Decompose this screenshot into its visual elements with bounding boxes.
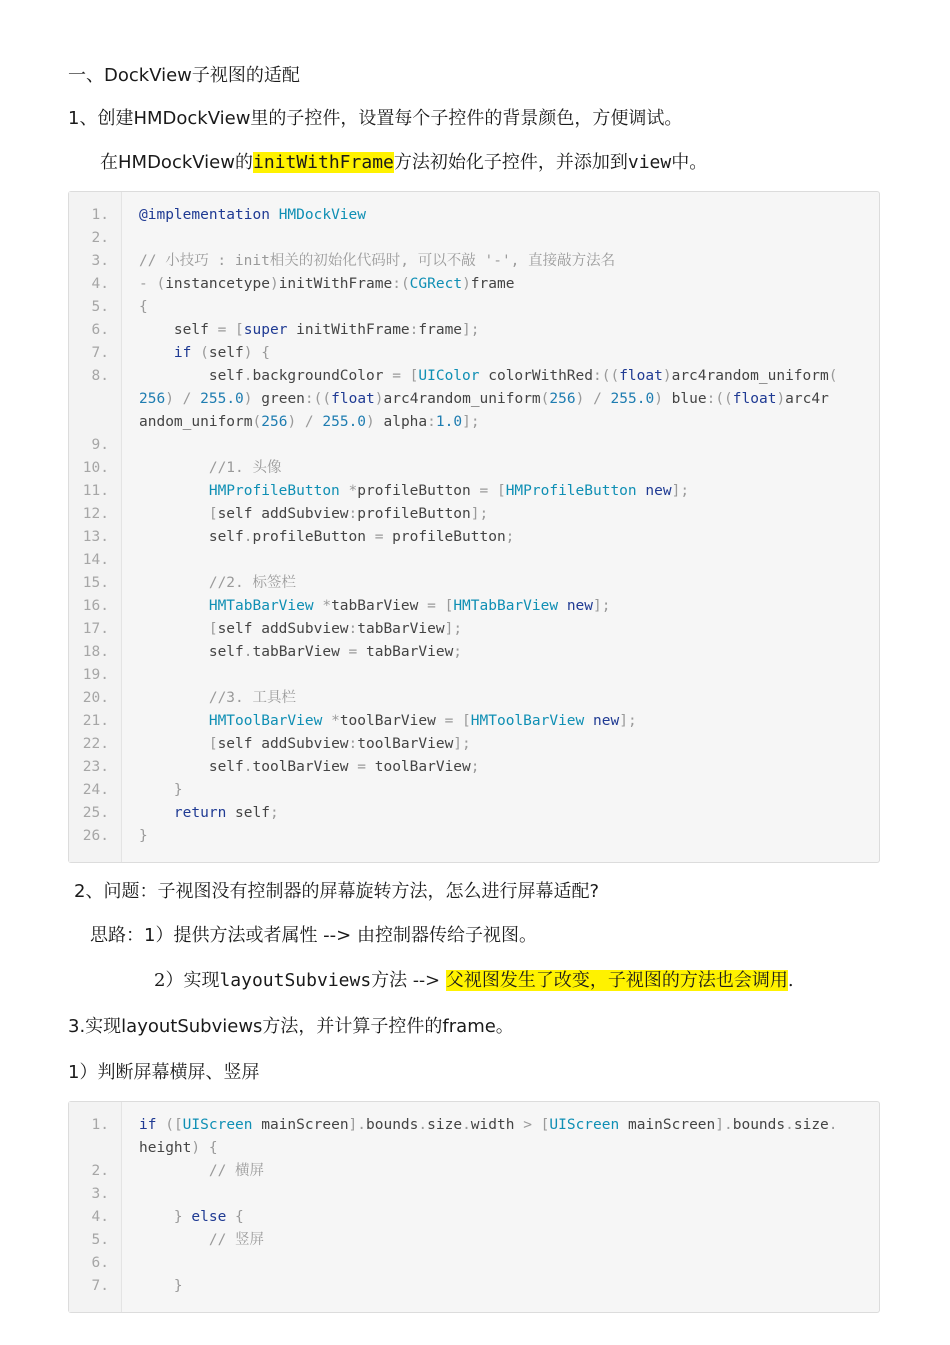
step1-title: 1、创建HMDockView里的子控件，设置每个子控件的背景颜色，方便调试。 [68, 108, 683, 129]
code-text: return self; [173, 805, 279, 821]
code-line [69, 411, 879, 434]
line-number: 16. [82, 598, 109, 614]
step1-description [100, 150, 707, 176]
code-text: //1. 头像 [208, 460, 282, 476]
code-text: self.toolBarView = toolBarView; [139, 759, 480, 775]
code-line [69, 1183, 879, 1206]
code-text: [self addSubview:profileButton]; [208, 506, 489, 522]
code-text: } [173, 782, 183, 798]
code-line [69, 549, 879, 572]
step1-desc-suffix: 中。 [671, 152, 708, 173]
code-text: self.tabBarView = tabBarView; [139, 644, 463, 660]
code-line [69, 595, 879, 618]
line-number: 2. [91, 230, 109, 246]
code-text: [self addSubview:toolBarView]; [208, 736, 471, 752]
code-text: - (instancetype)initWithFrame:(CGRect)frame [139, 276, 515, 292]
code-line [69, 1275, 879, 1298]
line-number: 26. [82, 828, 109, 844]
line-number: 6. [91, 322, 109, 338]
idea2-middle: 方法 --> [371, 970, 446, 991]
code-text: // 横屏 [208, 1163, 265, 1179]
code-line [69, 1114, 879, 1137]
line-number: 12. [82, 506, 109, 522]
code-line [69, 1229, 879, 1252]
code-text: HMProfileButton *profileButton = [HMProfileButton new]; [208, 483, 690, 499]
line-number: 10. [82, 460, 109, 476]
line-number: 15. [82, 575, 109, 591]
line-number: 3. [91, 1186, 109, 1202]
code-line [69, 457, 879, 480]
code-line [69, 641, 879, 664]
code-line [69, 1160, 879, 1183]
line-number: 14. [82, 552, 109, 568]
code-text: } else { [173, 1209, 244, 1225]
code-line [69, 204, 879, 227]
code-line [69, 365, 879, 388]
line-number: 3. [91, 253, 109, 269]
idea2-prefix: 2）实现 [154, 970, 220, 991]
code-line [69, 342, 879, 365]
code-line [69, 503, 879, 526]
code-line [69, 825, 879, 848]
idea-line-2 [154, 968, 794, 994]
code-line [69, 480, 879, 503]
line-number: 7. [91, 345, 109, 361]
code-line [69, 273, 879, 296]
code-text: if (self) { [173, 345, 270, 361]
code-block-orientation [68, 1101, 880, 1313]
line-number: 11. [82, 483, 109, 499]
heading-dockview-adaptation: 一、DockView子视图的适配 [68, 65, 300, 86]
line-number: 19. [82, 667, 109, 683]
line-number: 25. [82, 805, 109, 821]
line-number: 13. [82, 529, 109, 545]
code-line [69, 319, 879, 342]
step3-title: 3.实现layoutSubviews方法，并计算子控件的frame。 [68, 1016, 514, 1037]
line-number: 20. [82, 690, 109, 706]
code-text: //3. 工具栏 [208, 690, 296, 706]
step1-desc-code-word: view [627, 152, 672, 173]
code-block-init [68, 191, 880, 863]
code-text: HMTabBarView *tabBarView = [HMTabBarView new]; [208, 598, 611, 614]
code-text: @implementation HMDockView [139, 207, 366, 223]
idea2-code-word: layoutSubviews [219, 970, 372, 991]
line-number: 7. [91, 1278, 109, 1294]
code-text: andom_uniform(256) / 255.0) alpha:1.0]; [139, 414, 480, 430]
code-line [69, 618, 879, 641]
step3-subtitle: 1）判断屏幕横屏、竖屏 [68, 1062, 260, 1083]
code-line [69, 227, 879, 250]
highlight-initwithframe: initWithFrame [252, 152, 394, 173]
code-line [69, 526, 879, 549]
line-number: 5. [91, 299, 109, 315]
line-number: 18. [82, 644, 109, 660]
code-line [69, 733, 879, 756]
line-number: 2. [91, 1163, 109, 1179]
code-text: height) { [139, 1140, 218, 1156]
code-line [69, 1137, 879, 1160]
line-number: 1. [91, 207, 109, 223]
step1-desc-middle: 方法初始化子控件，并添加到 [393, 152, 628, 173]
line-number: 24. [82, 782, 109, 798]
line-number: 23. [82, 759, 109, 775]
code-line [69, 710, 879, 733]
code-line [69, 296, 879, 319]
line-number: 17. [82, 621, 109, 637]
code-line [69, 664, 879, 687]
code-text: 256) / 255.0) green:((float)arc4random_uniform(256) / 255.0) blue:((float)arc4r [139, 391, 829, 407]
line-number: 8. [91, 368, 109, 384]
code-text: [self addSubview:tabBarView]; [208, 621, 463, 637]
code-line [69, 434, 879, 457]
idea-line-1: 思路：1）提供方法或者属性 --> 由控制器传给子视图。 [90, 925, 537, 946]
code-text: } [173, 1278, 183, 1294]
line-number: 4. [91, 1209, 109, 1225]
idea2-suffix: . [787, 970, 794, 991]
line-number: 5. [91, 1232, 109, 1248]
code-line [69, 250, 879, 273]
code-line [69, 802, 879, 825]
line-number: 1. [91, 1117, 109, 1133]
code-line [69, 1252, 879, 1275]
code-text: // 小技巧 : init相关的初始化代码时, 可以不敲 '-', 直接敲方法名 [139, 253, 616, 269]
code-text: self.backgroundColor = [UIColor colorWithRed:((float)arc4random_uniform( [139, 368, 838, 384]
highlight-parent-view-changed: 父视图发生了改变，子视图的方法也会调用 [445, 970, 788, 991]
code-line [69, 572, 879, 595]
code-text: //2. 标签栏 [208, 575, 296, 591]
line-number: 4. [91, 276, 109, 292]
code-text: { [139, 299, 148, 315]
line-number: 9. [91, 437, 109, 453]
code-text: if ([UIScreen mainScreen].bounds.size.width > [UIScreen mainScreen].bounds.size. [139, 1117, 838, 1133]
code-line [69, 388, 879, 411]
step2-title: 2、问题：子视图没有控制器的屏幕旋转方法，怎么进行屏幕适配? [74, 881, 600, 902]
code-text: } [139, 828, 148, 844]
line-number: 22. [82, 736, 109, 752]
code-text: HMToolBarView *toolBarView = [HMToolBarView new]; [208, 713, 637, 729]
code-text: self = [super initWithFrame:frame]; [139, 322, 480, 338]
line-number: 6. [91, 1255, 109, 1271]
code-line [69, 1206, 879, 1229]
code-line [69, 756, 879, 779]
code-line [69, 779, 879, 802]
code-text: self.profileButton = profileButton; [139, 529, 515, 545]
line-number: 21. [82, 713, 109, 729]
code-text: // 竖屏 [208, 1232, 265, 1248]
step1-desc-prefix: 在HMDockView的 [100, 152, 253, 173]
code-line [69, 687, 879, 710]
